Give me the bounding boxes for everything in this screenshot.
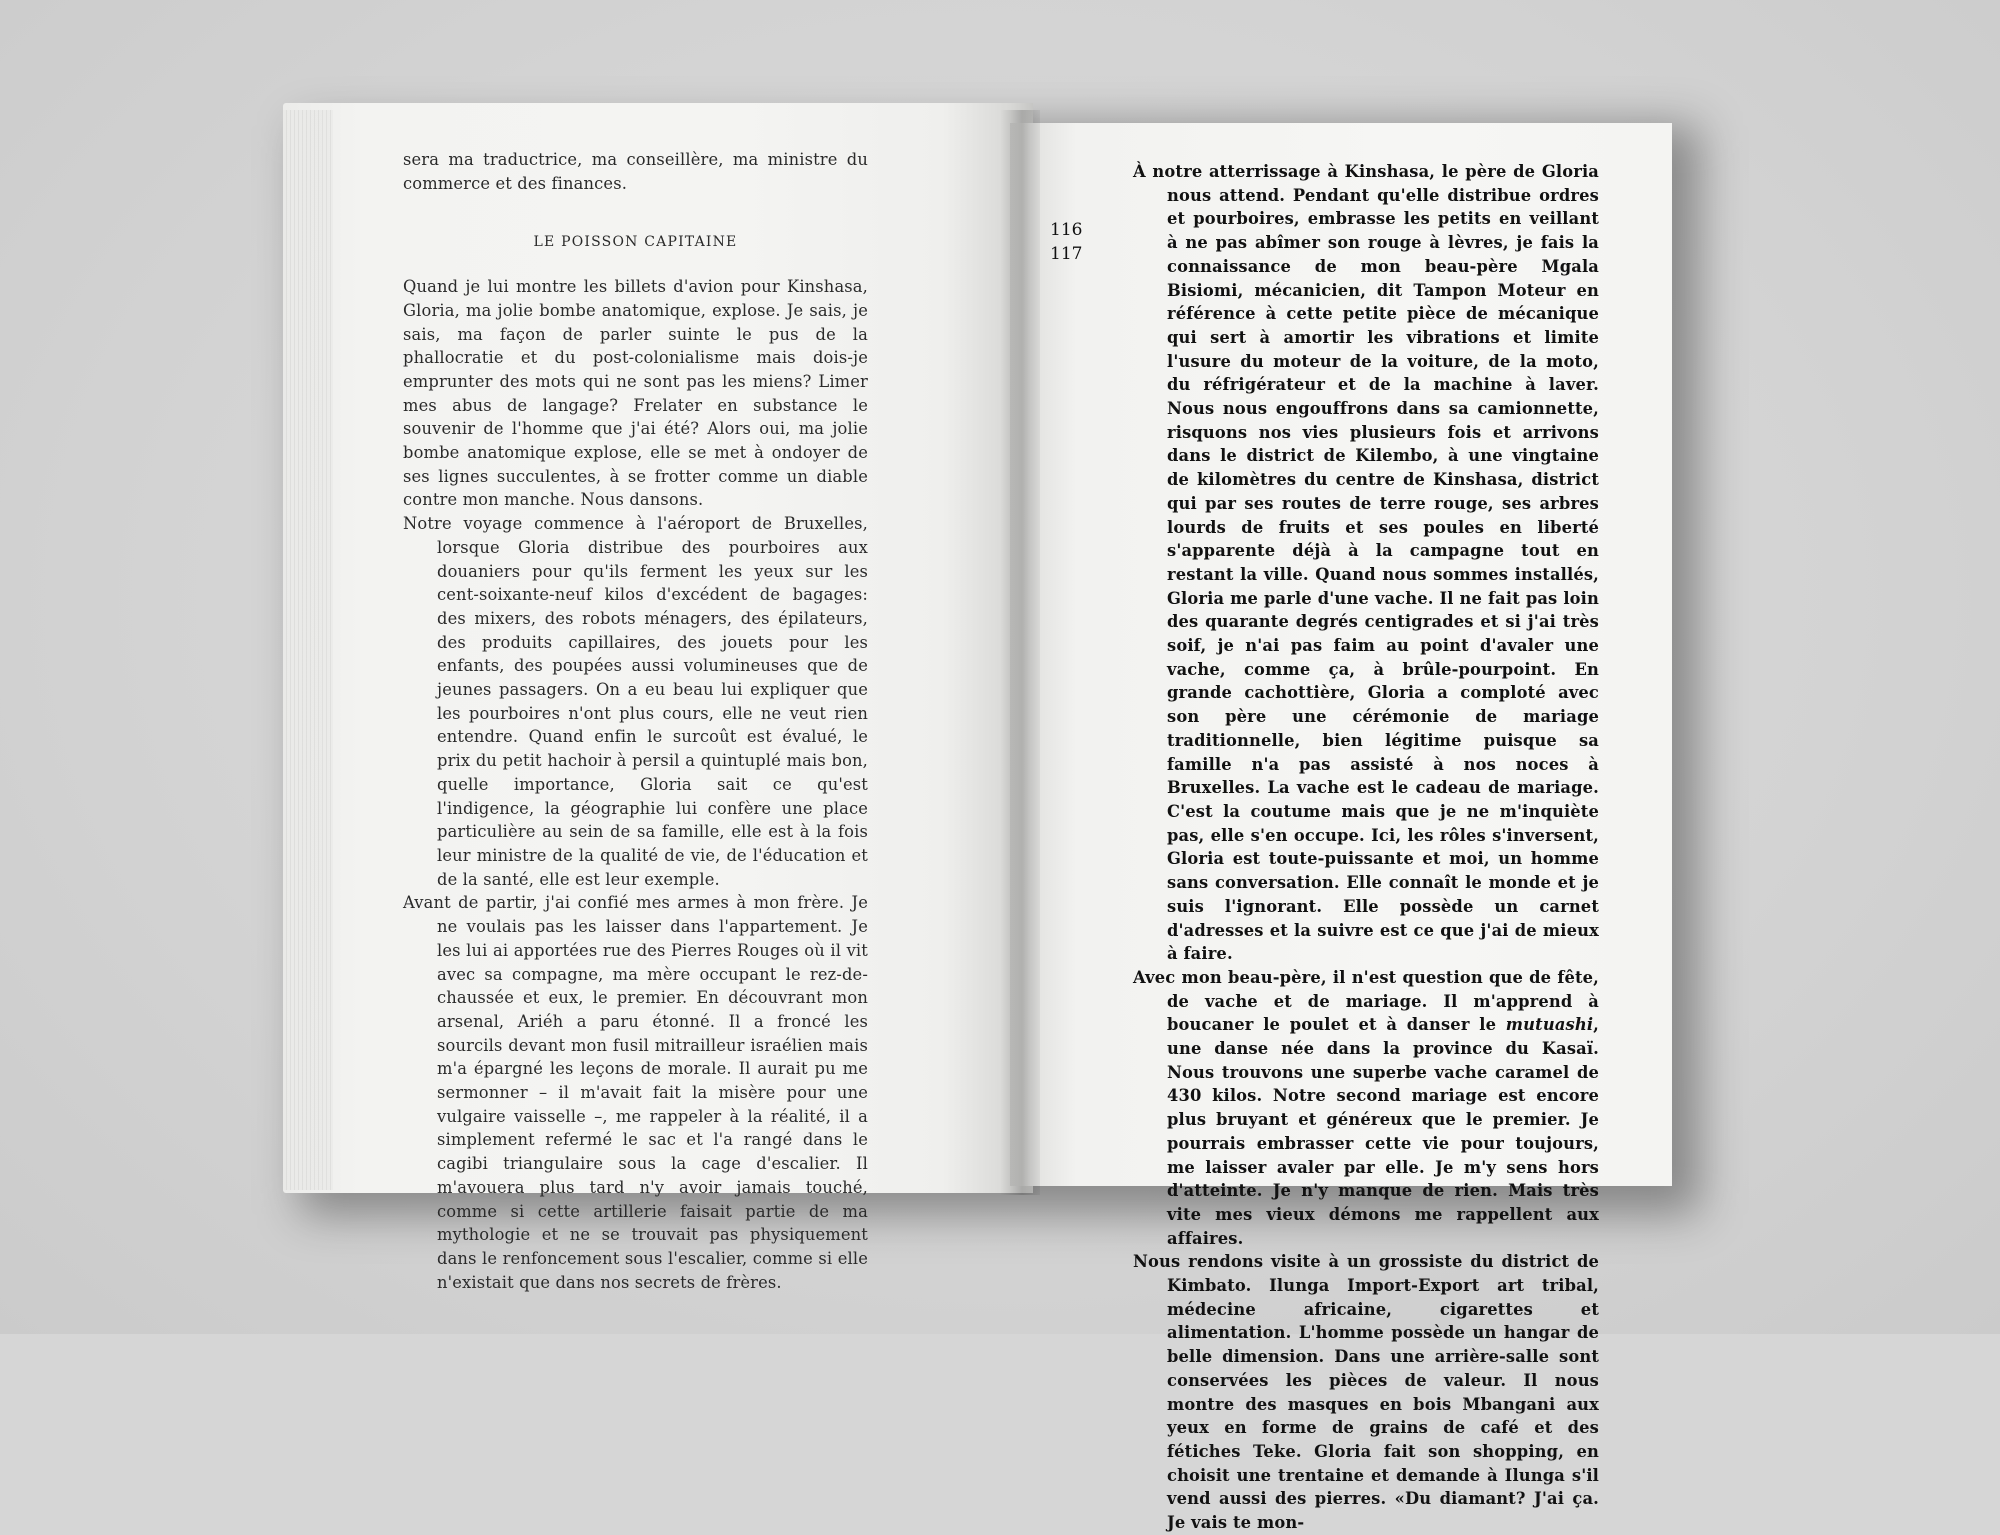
page-numbers — [1050, 218, 1082, 266]
page-number-right: 117 — [1050, 244, 1083, 264]
paragraph-2: Notre voyage commence à l'aéroport de Bruxelles, lorsque Gloria distribue des pourboires aux douaniers pour qu'ils ferment les yeux sur les cent-soixante-neuf kilos d'excédent de bagages: des mixers, des robots ménagers, des épilateurs, des produits capillaires, des jouets pour les enfants, des poupées aussi volumineuses que de jeunes passagers. On a eu beau lui expliquer que les pourboires n'ont plus cours, elle ne veut rien entendre. Quand enfin le surcoût est évalué, le prix du petit hachoir à persil a quintuplé mais bon, quelle importance, Gloria sait ce qu'est l'indigence, la géographie lui confère une place particulière au sein de sa famille, elle est à la fois leur ministre de la qualité de vie, de l'éducation et de la santé, elle est leur exemple. — [403, 514, 868, 889]
dance-name: mutuashi — [1505, 1015, 1594, 1035]
opening-paragraph: sera ma traductrice, ma conseillère, ma ministre du commerce et des finances. — [403, 150, 868, 193]
chapter-heading: LE POISSON CAPITAINE — [533, 234, 738, 251]
page-number-left: 116 — [1050, 220, 1083, 240]
paragraph-1: Quand je lui montre les billets d'avion pour Kinshasa, Gloria, ma jolie bombe anatomique, explose. Je sais, je sais, ma façon de parler suinte le pus de la phallocratie et du post-colonialisme mais dois-je emprunter des mots qui ne sont pas les miens? Limer mes abus de langage? Frelater en substance le souvenir de l'homme que j'ai été? Alors oui, ma jolie bombe anatomique explose, elle se met à ondoyer de ses lignes succulentes, à se frotter comme un diable contre mon manche. Nous dansons. — [403, 277, 868, 510]
book-gutter — [1000, 110, 1040, 1195]
paragraph-5-end: , une danse née dans la province du Kasaï. Nous trouvons une superbe vache caramel de 430 kilos. Notre second mariage est encore plus bruyant et généreux que le premier. Je pourrais embrasser cette vie pour toujours, me laisser avaler par elle. Je m'y sens hors d'atteinte. Je n'y manque de rien. Mais très vite mes vieux démons me rappellent aux affaires. — [1167, 1015, 1599, 1248]
paragraph-5 — [1133, 966, 1599, 1250]
paragraph-6: Nous rendons visite à un grossiste du district de Kimbato. Ilunga Import-Export art tribal, médecine africaine, cigarettes et alimentation. L'homme possède un hangar de belle dimension. Dans une arrière-salle sont conservées les pièces de valeur. Il nous montre des masques en bois Mbangani aux yeux en forme de grains de café et des fétiches Teke. Gloria fait son shopping, en choisit une trentaine et demande à Ilunga s'il vend aussi des pierres. «Du diamant? J'ai ça. Je vais te mon- — [1133, 1252, 1599, 1533]
right-page-text — [1133, 160, 1599, 1535]
paragraph-5-start: Avec mon beau-père, il n'est question que de fête, de vache et de mariage. Il m'apprend à boucaner le poulet et à danser le — [1133, 967, 1599, 1035]
page-edges — [283, 110, 333, 1190]
paragraph-4: À notre atterrissage à Kinshasa, le père de Gloria nous attend. Pendant qu'elle distribue ordres et pourboires, embrasse les petits en veillant à ne pas abîmer son rouge à lèvres, je fais la connaissance de mon beau-père Mgala Bisiomi, mécanicien, dit Tampon Moteur en référence à cette petite pièce de mécanique qui sert à amortir les vibrations et limite l'usure du moteur de la voiture, de la moto, du réfrigérateur et de la machine à laver. Nous nous engouffrons dans sa camionnette, risquons nos vies plusieurs fois et arrivons dans le district de Kilembo, à une vingtaine de kilomètres du centre de Kinshasa, district qui par ses routes de terre rouge, ses arbres lourds de fruits et ses poules en liberté s'apparente déjà à la campagne tout en restant la ville. Quand nous sommes installés, Gloria me parle d'une vache. Il ne fait pas loin des quarante degrés centigrades et si j'ai très soif, je n'ai pas faim au point d'avaler une vache, comme ça, à brûle-pourpoint. En grande cachottière, Gloria a comploté avec son père une cérémonie de mariage traditionnelle, bien légitime puisque sa famille n'a pas assisté à nos noces à Bruxelles. La vache est le cadeau de mariage. C'est la coutume mais que je ne m'inquiète pas, elle s'en occupe. Ici, les rôles s'inversent, Gloria est toute-puissante et moi, un homme sans conversation. Elle connaît le monde et je suis l'ignorant. Elle possède un carnet d'adresses et la suivre est ce que j'ai de mieux à faire. — [1133, 162, 1599, 964]
paragraph-3: Avant de partir, j'ai confié mes armes à mon frère. Je ne voulais pas les laisser dans l'appartement. Je les lui ai apportées rue des Pierres Rouges où il vit avec sa compagne, ma mère occupant le rez-de-chaussée et eux, le premier. En découvrant mon arsenal, Ariéh a paru étonné. Il a froncé les sourcils devant mon fusil mitrailleur israélien mais m'a épargné les leçons de morale. Il aurait pu me sermonner – il m'avait fait la misère pour une vulgaire vaisselle –, me rappeler à la réalité, il a simplement refermé le sac et l'a rangé dans le cagibi triangulaire sous la cage d'escalier. Il m'avouera plus tard n'y avoir jamais touché, comme si cette artillerie faisait partie de ma mythologie et ne se trouvait pas physiquement dans le renfoncement sous l'escalier, comme si elle n'existait que dans nos secrets de frères. — [403, 893, 868, 1292]
left-page-text — [403, 148, 868, 1294]
